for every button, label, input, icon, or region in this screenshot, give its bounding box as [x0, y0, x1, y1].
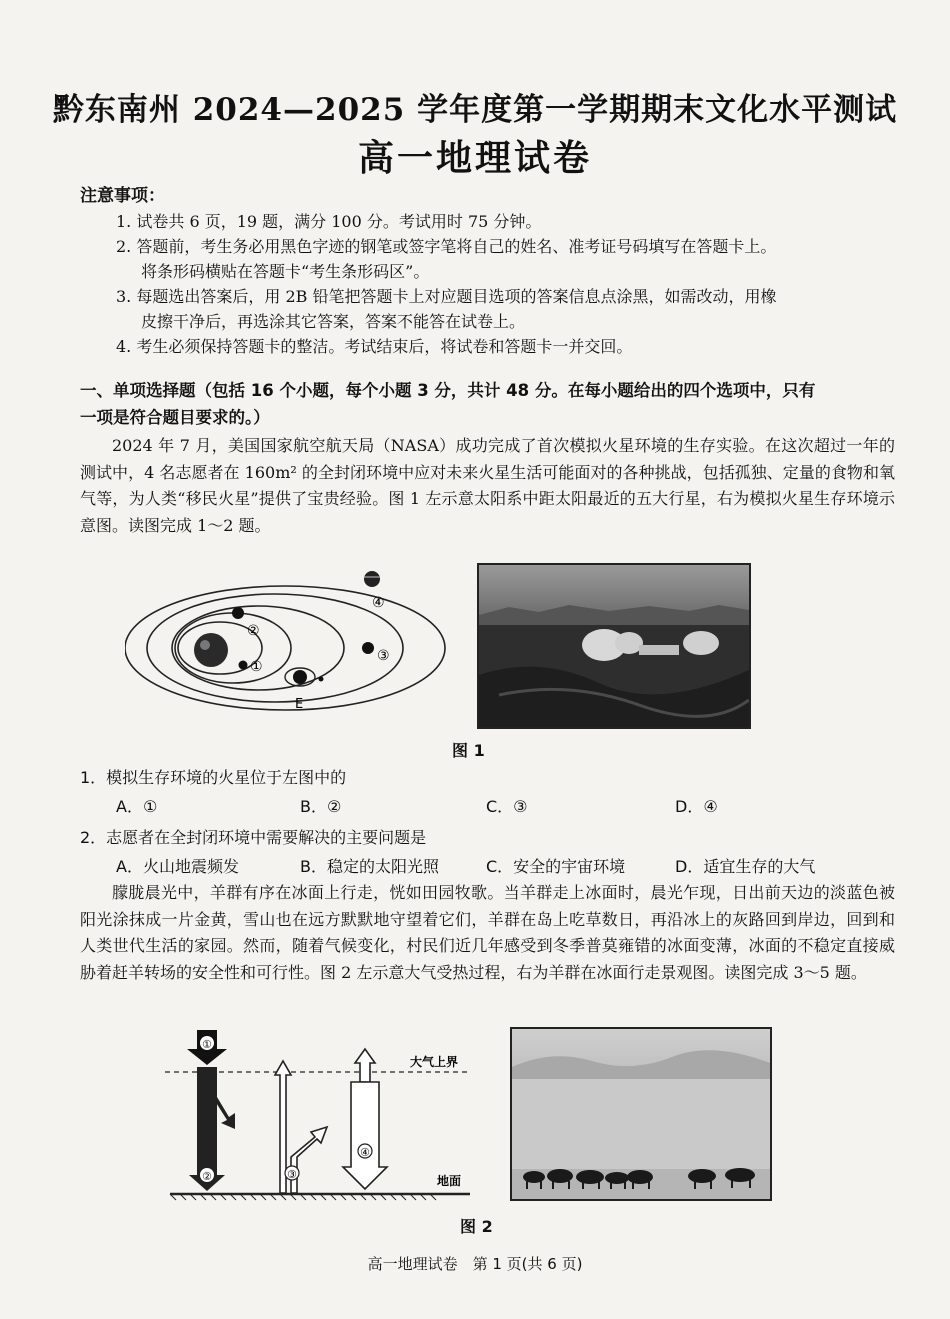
arrow-label-1: ① [202, 1038, 212, 1051]
planet-label-2: ② [247, 623, 260, 639]
notes-heading: 注意事项： [80, 186, 165, 206]
note-item: 1. 试卷共 6 页，19 题，满分 100 分。考试用时 75 分钟。 [116, 212, 542, 231]
section-heading: 一、单项选择题（包括 16 个小题，每个小题 3 分，共计 48 分。在每小题给出的四个选项中，只有 [80, 381, 816, 400]
arrow-label-4: ④ [360, 1146, 370, 1159]
passage-sheep: 朦胧晨光中，羊群有序在冰面上行走，恍如田园牧歌。当羊群走上冰面时，晨光乍现，日出前天边的淡蓝色被阳光涂抹成一片金黄，雪山也在远方默默地守望着它们，羊群在岛上吃草数日，再沿冰上的灰路回到岸边，回到和人类世代生活的家园。然而，随着气候变化，村民们近几年感受到冬季普莫雍错的冰面变薄，冰面的不稳定直接威胁着赶羊转场的安全性和可行性。图 2 左示意大气受热过程，右为羊群在冰面行走景观图。读图完成 3～5 题。 [80, 883, 895, 982]
section-heading: 一项是符合题目要求的。） [80, 408, 270, 427]
label-atmosphere-top: 大气上界 [410, 1055, 459, 1069]
question-1-option-c[interactable]: C．③ [486, 797, 528, 816]
exam-subtitle: 高一地理试卷 [357, 138, 592, 179]
planet-earth-icon [293, 670, 307, 684]
question-2-option-b[interactable]: B．稳定的太阳光照 [300, 857, 439, 876]
label-ground: 地面 [437, 1174, 462, 1188]
figure-2-caption: 图 2 [460, 1217, 493, 1236]
sun-icon [194, 633, 228, 667]
exam-title: 黔东南州 2024—2025 学年度第一学期期末文化水平测试 [52, 92, 898, 128]
planet-label-3: ③ [377, 648, 390, 664]
question-2-option-c[interactable]: C．安全的宇宙环境 [486, 857, 626, 876]
note-item: 将条形码横贴在答题卡“考生条形码区”。 [141, 262, 430, 281]
counter-radiation-arrow-icon [343, 1082, 387, 1189]
planet-2-icon [232, 607, 244, 619]
note-item: 2. 答题前，考生务必用黑色字迹的钢笔或签字笔将自己的姓名、准考证号码填写在答题卡上。 [116, 237, 777, 256]
figure-1-caption: 图 1 [452, 741, 485, 760]
sheep-on-ice-photo [510, 1027, 772, 1201]
planet-4-icon [364, 571, 380, 587]
question-2-stem: 2．志愿者在全封闭环境中需要解决的主要问题是 [80, 828, 427, 847]
planet-1-icon [239, 661, 248, 670]
mars-habitat-photo [477, 563, 751, 729]
planet-label-4: ④ [372, 595, 385, 611]
solar-system-diagram [125, 562, 455, 712]
question-1-stem: 1．模拟生存环境的火星位于左图中的 [80, 768, 347, 787]
reflection-arrow-icon [215, 1097, 235, 1129]
planet-label-1: ① [250, 659, 263, 675]
planet-label-e: E [295, 697, 304, 712]
arrow-label-3: ③ [287, 1168, 297, 1181]
passage-mars: 2024 年 7 月，美国国家航空航天局（NASA）成功完成了首次模拟火星环境的生存实验。在这次超过一年的测试中，4 名志愿者在 160m² 的全封闭环境中应对未来火星生活可能面对的各种挑战，包括孤独、定量的食物和氧气等，为人类“移民火星”提供了宝贵经验。图 1 左示意太阳系中距太阳最近的五大行星，右为模拟火星生存环境示意图。读图完成 1～2 题。 [80, 436, 895, 535]
page-footer: 高一地理试卷 第 1 页(共 6 页) [367, 1255, 583, 1273]
note-item: 4. 考生必须保持答题卡的整洁。考试结束后，将试卷和答题卡一并交回。 [116, 337, 633, 356]
atmosphere-heating-diagram [165, 1027, 475, 1202]
question-2-option-a[interactable]: A．火山地震频发 [116, 857, 239, 876]
question-1-option-b[interactable]: B．② [300, 797, 342, 816]
note-item: 3. 每题选出答案后，用 2B 铅笔把答题卡上对应题目选项的答案信息点涂黑，如需改动，用橡 [116, 287, 777, 306]
question-2-option-d[interactable]: D．适宜生存的大气 [675, 857, 816, 876]
upward-arrow-icon [355, 1049, 375, 1082]
arrow-label-2: ② [202, 1170, 212, 1183]
question-1-option-a[interactable]: A．① [116, 797, 158, 816]
orbit-4 [125, 586, 445, 710]
planet-3-icon [362, 642, 374, 654]
note-item: 皮擦干净后，再选涂其它答案，答案不能答在试卷上。 [141, 312, 526, 331]
question-1-option-d[interactable]: D．④ [675, 797, 718, 816]
